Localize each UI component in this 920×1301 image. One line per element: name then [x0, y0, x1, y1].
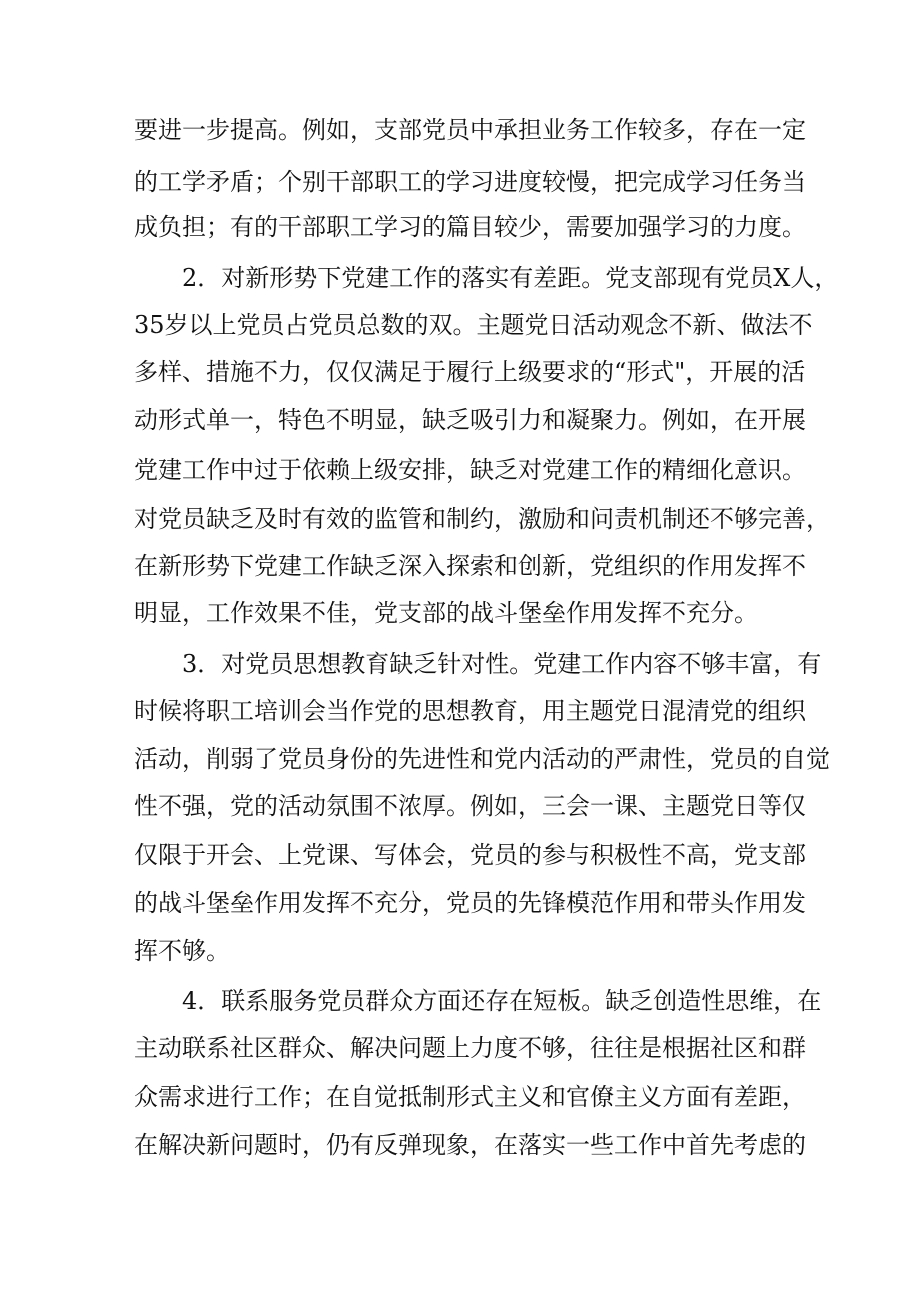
paragraph-2-line-2: 35岁以上党员占党员总数的双。主题党日活动观念不新、做法不	[134, 311, 813, 339]
paragraph-2-line-7: 在新形势下党建工作缺乏深入探索和创新，党组织的作用发挥不	[134, 552, 806, 580]
paragraph-1-line-1: 要进一步提高。例如，支部党员中承担业务工作较多，存在一定	[134, 116, 806, 144]
paragraph-1-line-3: 成负担；有的干部职工学习的篇目较少，需要加强学习的力度。	[134, 213, 806, 241]
paragraph-3-line-3: 活动，削弱了党员身份的先进性和党内活动的严肃性，党员的自觉	[134, 745, 830, 773]
paragraph-2-line-5: 党建工作中过于依赖上级安排，缺乏对党建工作的精细化意识。	[134, 456, 806, 484]
paragraph-3-line-2: 时候将职工培训会当作党的思想教育，用主题党日混清党的组织	[134, 697, 806, 725]
paragraph-4-line-1: 4．联系服务党员群众方面还存在短板。缺乏创造性思维，在	[182, 987, 822, 1015]
paragraph-2-line-8: 明显，工作效果不佳，党支部的战斗堡垒作用发挥不充分。	[134, 599, 758, 627]
paragraph-1-line-2: 的工学矛盾；个别干部职工的学习进度较慢，把完成学习任务当	[134, 168, 806, 196]
paragraph-4-line-2: 主动联系社区群众、解决问题上力度不够，往往是根据社区和群	[134, 1034, 806, 1062]
paragraph-2-line-6: 对党员缺乏及时有效的监管和制约，激励和问责机制还不够完善，	[134, 505, 830, 533]
paragraph-3-line-5: 仅限于开会、上党课、写体会，党员的参与积极性不高，党支部	[134, 841, 806, 869]
paragraph-3-line-4: 性不强，党的活动氛围不浓厚。例如，三会一课、主题党日等仅	[134, 792, 806, 820]
paragraph-2-line-3: 多样、措施不力，仅仅满足于履行上级要求的“形式"，开展的活	[134, 358, 806, 386]
paragraph-4-line-3: 众需求进行工作；在自觉抵制形式主义和官僚主义方面有差距，	[134, 1083, 806, 1111]
paragraph-3-line-1: 3．对党员思想教育缺乏针对性。党建工作内容不够丰富，有	[182, 650, 822, 678]
paragraph-2-line-1: 2．对新形势下党建工作的落实有差距。党支部现有党员X人，	[182, 264, 839, 292]
paragraph-3-line-6: 的战斗堡垒作用发挥不充分，党员的先锋模范作用和带头作用发	[134, 889, 806, 917]
paragraph-3-line-7: 挥不够。	[134, 937, 230, 965]
paragraph-4-line-4: 在解决新问题时，仍有反弹现象，在落实一些工作中首先考虑的	[134, 1131, 806, 1159]
paragraph-2-line-4: 动形式单一，特色不明显，缺乏吸引力和凝聚力。例如，在开展	[134, 406, 806, 434]
